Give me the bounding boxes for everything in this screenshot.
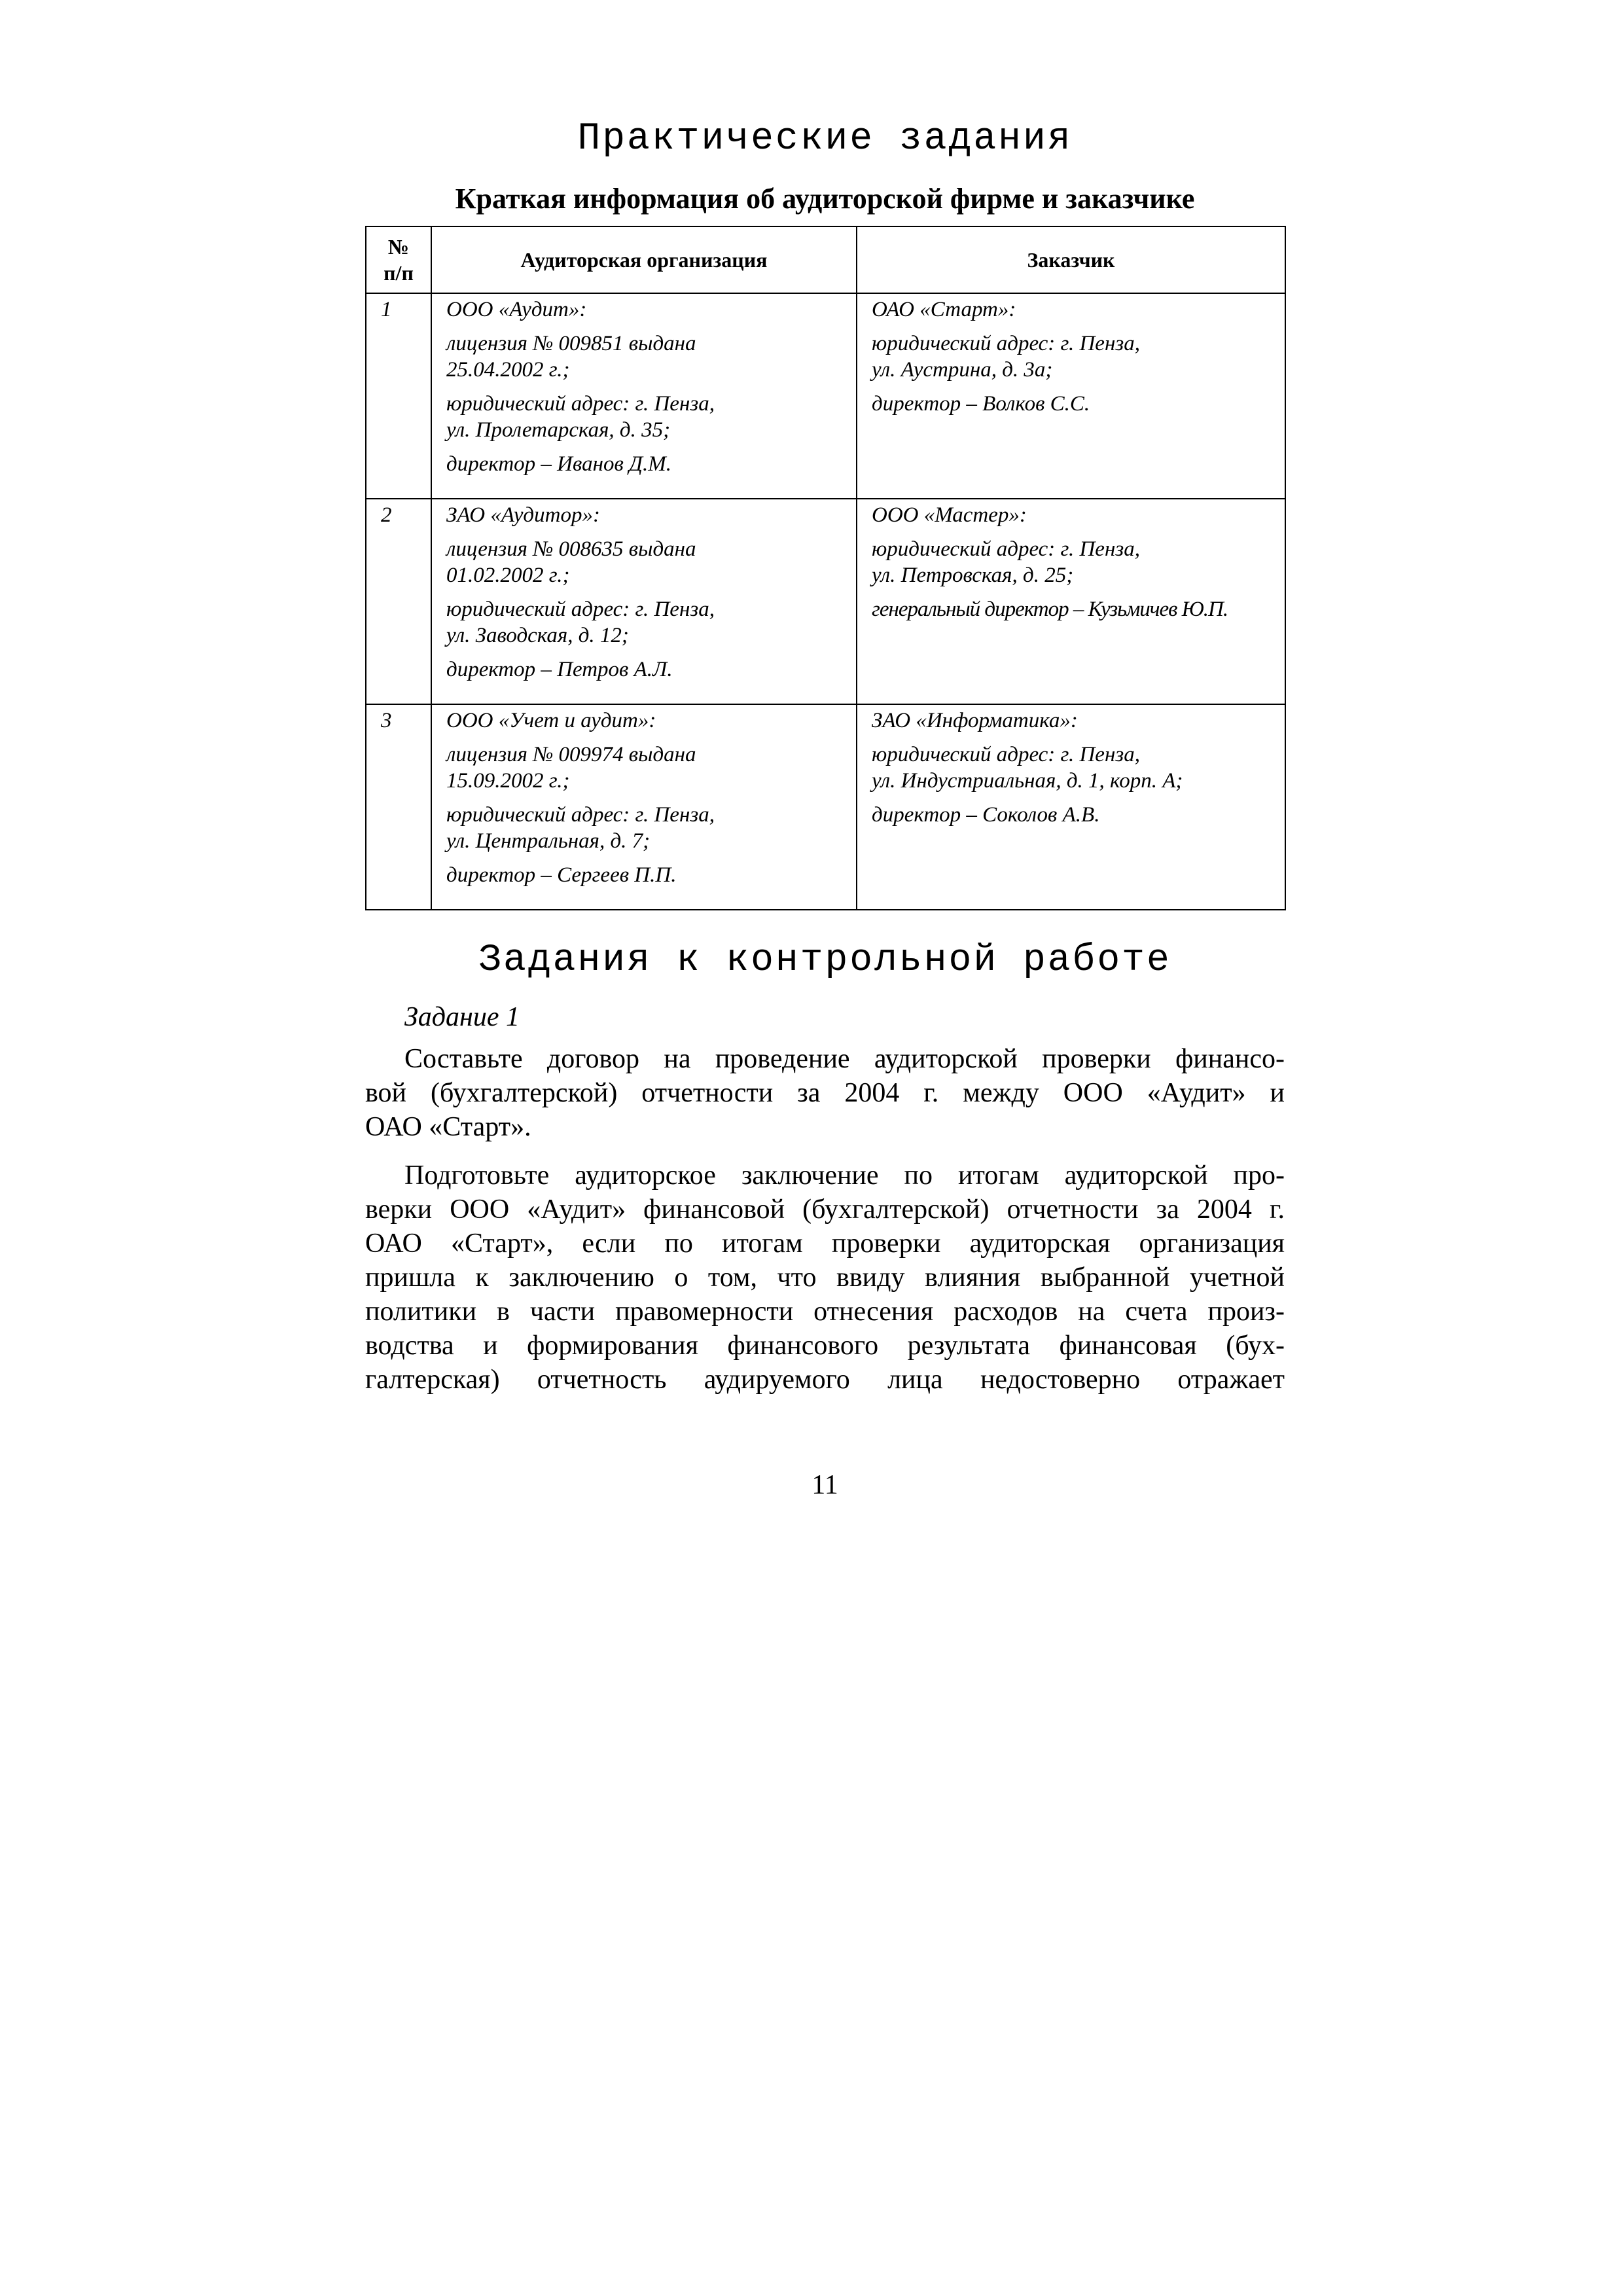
auditor-director: директор – Иванов Д.М. — [446, 452, 672, 476]
paragraph-line: пришла к заключению о том, что ввиду влияния выбранной учетной — [365, 1263, 1285, 1293]
auditor-cell — [431, 499, 857, 704]
customer-address: юридический адрес: г. Пенза, ул. Петровская, д. 25; — [872, 537, 1140, 587]
auditor-license: лицензия № 009974 выдана 15.09.2002 г.; — [446, 743, 696, 793]
auditor-director: директор – Сергеев П.П. — [446, 863, 677, 887]
task-paragraph-2 — [365, 1158, 1285, 1397]
customer-address: юридический адрес: г. Пенза, ул. Аустрина, д. 3а; — [872, 332, 1140, 382]
task-title: Задание 1 — [404, 1002, 520, 1032]
customer-director: директор – Соколов А.В. — [872, 803, 1100, 827]
paragraph-line: галтерская) отчетность аудируемого лица недостоверно отражает — [365, 1365, 1285, 1395]
auditor-address: юридический адрес: г. Пенза, ул. Заводская, д. 12; — [446, 598, 715, 647]
page-number: 11 — [812, 1470, 838, 1500]
auditor-name: ООО «Учет и аудит»: — [446, 709, 656, 732]
customer-director: директор – Волков С.С. — [872, 392, 1090, 416]
customer-address: юридический адрес: г. Пенза, ул. Индустриальная, д. 1, корп. А; — [872, 743, 1183, 793]
paragraph-line: водства и формирования финансового результата финансовая (бух- — [365, 1331, 1285, 1361]
customer-cell — [857, 704, 1285, 910]
section-heading-control: Задания к контрольной работе — [478, 939, 1171, 982]
header-customer: Заказчик — [857, 226, 1285, 293]
auditor-license: лицензия № 009851 выдана 25.04.2002 г.; — [446, 332, 696, 382]
info-table — [365, 226, 1286, 910]
table-row — [366, 293, 1285, 499]
paragraph-line: ОАО «Старт», если по итогам проверки аудиторская организация — [365, 1229, 1285, 1259]
customer-name: ОАО «Старт»: — [872, 298, 1016, 321]
paragraph-line: вой (бухгалтерской) отчетности за 2004 г. между ООО «Аудит» и — [365, 1078, 1285, 1108]
paragraph-line: верки ООО «Аудит» финансовой (бухгалтерской) отчетности за 2004 г. — [365, 1194, 1285, 1225]
customer-name: ЗАО «Информатика»: — [872, 709, 1078, 732]
auditor-cell — [431, 704, 857, 910]
auditor-name: ООО «Аудит»: — [446, 298, 587, 321]
customer-cell — [857, 499, 1285, 704]
table-caption: Краткая информация об аудиторской фирме и заказчике — [455, 183, 1195, 215]
task-paragraph-1 — [365, 1042, 1285, 1144]
header-auditor: Аудиторская организация — [431, 226, 857, 293]
auditor-address: юридический адрес: г. Пенза, ул. Центральная, д. 7; — [446, 803, 715, 853]
auditor-name: ЗАО «Аудитор»: — [446, 503, 600, 527]
paragraph-line: Составьте договор на проведение аудиторской проверки финансо- — [404, 1044, 1285, 1074]
customer-cell — [857, 293, 1285, 499]
row-num-cell: 2 — [366, 499, 431, 704]
row-num-cell: 1 — [366, 293, 431, 499]
paragraph-line: Подготовьте аудиторское заключение по итогам аудиторской про- — [404, 1160, 1285, 1191]
section-heading-practical: Практические задания — [577, 118, 1073, 160]
customer-director: генеральный директор – Кузьмичев Ю.П. — [872, 598, 1228, 621]
auditor-address: юридический адрес: г. Пенза, ул. Пролетарская, д. 35; — [446, 392, 715, 442]
row-num-cell: 3 — [366, 704, 431, 910]
auditor-director: директор – Петров А.Л. — [446, 658, 673, 681]
header-num-label: № п/п — [383, 235, 414, 285]
table-row — [366, 499, 1285, 704]
paragraph-line: политики в части правомерности отнесения расходов на счета произ- — [365, 1297, 1285, 1327]
auditor-license: лицензия № 008635 выдана 01.02.2002 г.; — [446, 537, 696, 587]
customer-name: ООО «Мастер»: — [872, 503, 1027, 527]
auditor-cell — [431, 293, 857, 499]
table-row — [366, 704, 1285, 910]
header-num — [366, 226, 431, 293]
table-header-row — [366, 226, 1285, 293]
paragraph-line: ОАО «Старт». — [365, 1112, 531, 1142]
